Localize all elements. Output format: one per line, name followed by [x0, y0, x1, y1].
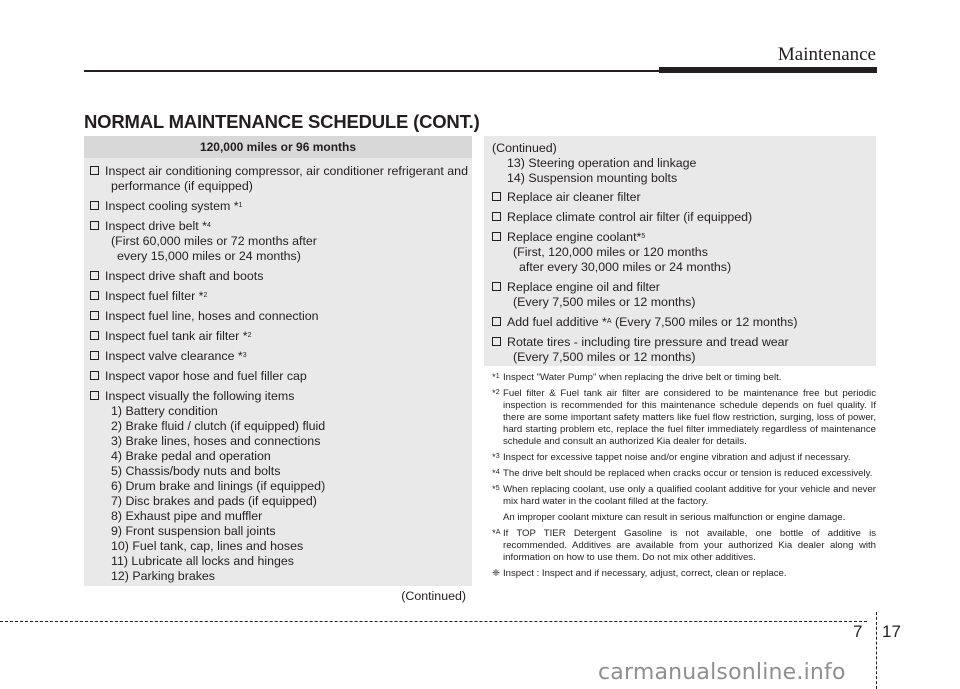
list-item: Replace engine oil and filter (Every 7,500 miles or 12 months): [492, 280, 876, 310]
checkbox-icon: [492, 212, 501, 221]
visual-check-item: 7) Disc brakes and pads (if equipped): [111, 494, 317, 508]
list-item: Add fuel additive *$^A$ (Every 7,500 miles or 12 months): [492, 315, 876, 330]
schedule-panel-right: [484, 136, 876, 366]
list-item: Inspect fuel line, hoses and connection: [90, 309, 472, 324]
section-title: NORMAL MAINTENANCE SCHEDULE (CONT.): [84, 111, 480, 132]
list-item: Inspect vapor hose and fuel filler cap: [90, 369, 472, 384]
chapter-number: 7: [853, 622, 863, 641]
maintenance-list-left: [84, 158, 472, 584]
visual-check-item: 3) Brake lines, hoses and connections: [111, 434, 321, 448]
list-item: Inspect visually the following items 1) Battery condition 2) Brake fluid / clutch (if equipped) fluid 3) Brake lines, hoses and connections 4) Brake pedal and operation 5) Chassis/body nuts and bolts 6) Drum brake and linings (if equipped) 7) Disc brakes and pads (if equipped) 8) Exhaust pipe and muffler 9) Front suspension ball joints 10) Fuel tank, cap, lines and hoses 11) Lubricate all locks and hinges 12) Parking brakes: [90, 389, 472, 584]
visual-check-item: 14) Suspension mounting bolts: [507, 171, 678, 185]
visual-check-item: 8) Exhaust pipe and muffler: [111, 509, 263, 523]
page-number: 17: [882, 622, 901, 641]
list-item: Inspect fuel tank air filter *$^2$: [90, 329, 472, 344]
list-item: Inspect drive belt *$^4$ (First 60,000 miles or 72 months after every 15,000 miles or 24 months): [90, 219, 472, 264]
checkbox-icon: [90, 311, 99, 320]
header-rule-thick: [659, 67, 877, 73]
checkbox-icon: [90, 391, 99, 400]
maintenance-list-right: [484, 186, 876, 365]
list-item: Rotate tires - including tire pressure and tread wear (Every 7,500 miles or 12 months): [492, 335, 876, 365]
continued-label: (Continued): [492, 141, 557, 155]
header-rule: [84, 70, 659, 72]
visual-check-item: 2) Brake fluid / clutch (if equipped) fluid: [111, 419, 326, 433]
visual-check-item: 9) Front suspension ball joints: [111, 524, 276, 538]
visual-check-item: 11) Lubricate all locks and hinges: [111, 554, 294, 568]
checkbox-icon: [90, 221, 99, 230]
visual-check-item: 5) Chassis/body nuts and bolts: [111, 464, 281, 478]
list-item: Inspect fuel filter *$^2$: [90, 289, 472, 304]
footnote: *$^5$ When replacing coolant, use only a qualified coolant additive for your vehicle and never mix hard water in the coolant filled at the factory.: [492, 484, 876, 507]
checkbox-icon: [90, 351, 99, 360]
footnotes: [492, 372, 876, 584]
continued-label: (Continued): [401, 589, 466, 603]
checkbox-icon: [90, 166, 99, 175]
running-header: Maintenance: [777, 44, 876, 65]
list-item: Inspect drive shaft and boots: [90, 269, 472, 284]
list-item: Replace air cleaner filter: [492, 190, 876, 205]
footnote: ❈ Inspect : Inspect and if necessary, adjust, correct, clean or replace.: [492, 568, 787, 579]
visual-check-item: 10) Fuel tank, cap, lines and hoses: [111, 539, 304, 553]
visual-check-item: 4) Brake pedal and operation: [111, 449, 271, 463]
checkbox-icon: [90, 291, 99, 300]
checkbox-icon: [492, 317, 501, 326]
checkbox-icon: [492, 337, 501, 346]
asterism-icon: ❈: [492, 568, 501, 579]
checkbox-icon: [90, 331, 99, 340]
watermark: carmanualsonline.info: [598, 660, 846, 685]
checkbox-icon: [90, 371, 99, 380]
list-item: Inspect cooling system *$^1$: [90, 199, 472, 214]
checkbox-icon: [90, 201, 99, 210]
list-item: Replace climate control air filter (if equipped): [492, 210, 876, 225]
visual-check-item: 1) Battery condition: [111, 404, 218, 418]
interval-heading: 120,000 miles or 96 months: [84, 136, 472, 158]
footnote: *$^3$ Inspect for excessive tappet noise and/or engine vibration and adjust if necessary.: [492, 452, 851, 463]
footnote: *$^2$ Fuel filter & Fuel tank air filter are considered to be maintenance free but periodic inspection is recommended for this maintenance schedule depends on fuel quality. If there are some important safety matters like fuel flow restriction, surging, loss of power, hard starting problem etc, replace the fuel filter immediately regardless of maintenance schedule and consult an authorized Kia dealer for details.: [492, 388, 876, 447]
schedule-panel-left: [84, 136, 472, 603]
checkbox-icon: [492, 192, 501, 201]
visual-check-item: 13) Steering operation and linkage: [507, 156, 697, 170]
list-item: Inspect valve clearance *$^3$: [90, 349, 472, 364]
visual-check-item: 6) Drum brake and linings (if equipped): [111, 479, 326, 493]
list-item: Replace engine coolant*$^5$ (First, 120,000 miles or 120 months after every 30,000 miles or 24 months): [492, 230, 876, 275]
visual-check-item: 12) Parking brakes: [111, 569, 215, 583]
footer-divider: [876, 612, 877, 689]
list-item: Inspect air conditioning compressor, air conditioner refrigerant and performance (if equipped): [90, 164, 472, 194]
footer-rule: [0, 621, 867, 622]
footnote-continuation: An improper coolant mixture can result in serious malfunction or engine damage.: [503, 512, 846, 523]
footnote: *$^4$ The drive belt should be replaced when cracks occur or tension is reduced excessively.: [492, 468, 873, 479]
checkbox-icon: [492, 282, 501, 291]
footnote: *$^1$ Inspect "Water Pump" when replacing the drive belt or timing belt.: [492, 372, 782, 383]
checkbox-icon: [492, 232, 501, 241]
footnote: *$^A$ If TOP TIER Detergent Gasoline is not available, one bottle of additive is recommended. Additives are available from your authorized Kia dealer along with information on how to use them. Do not mix other additives.: [492, 528, 876, 563]
checkbox-icon: [90, 271, 99, 280]
